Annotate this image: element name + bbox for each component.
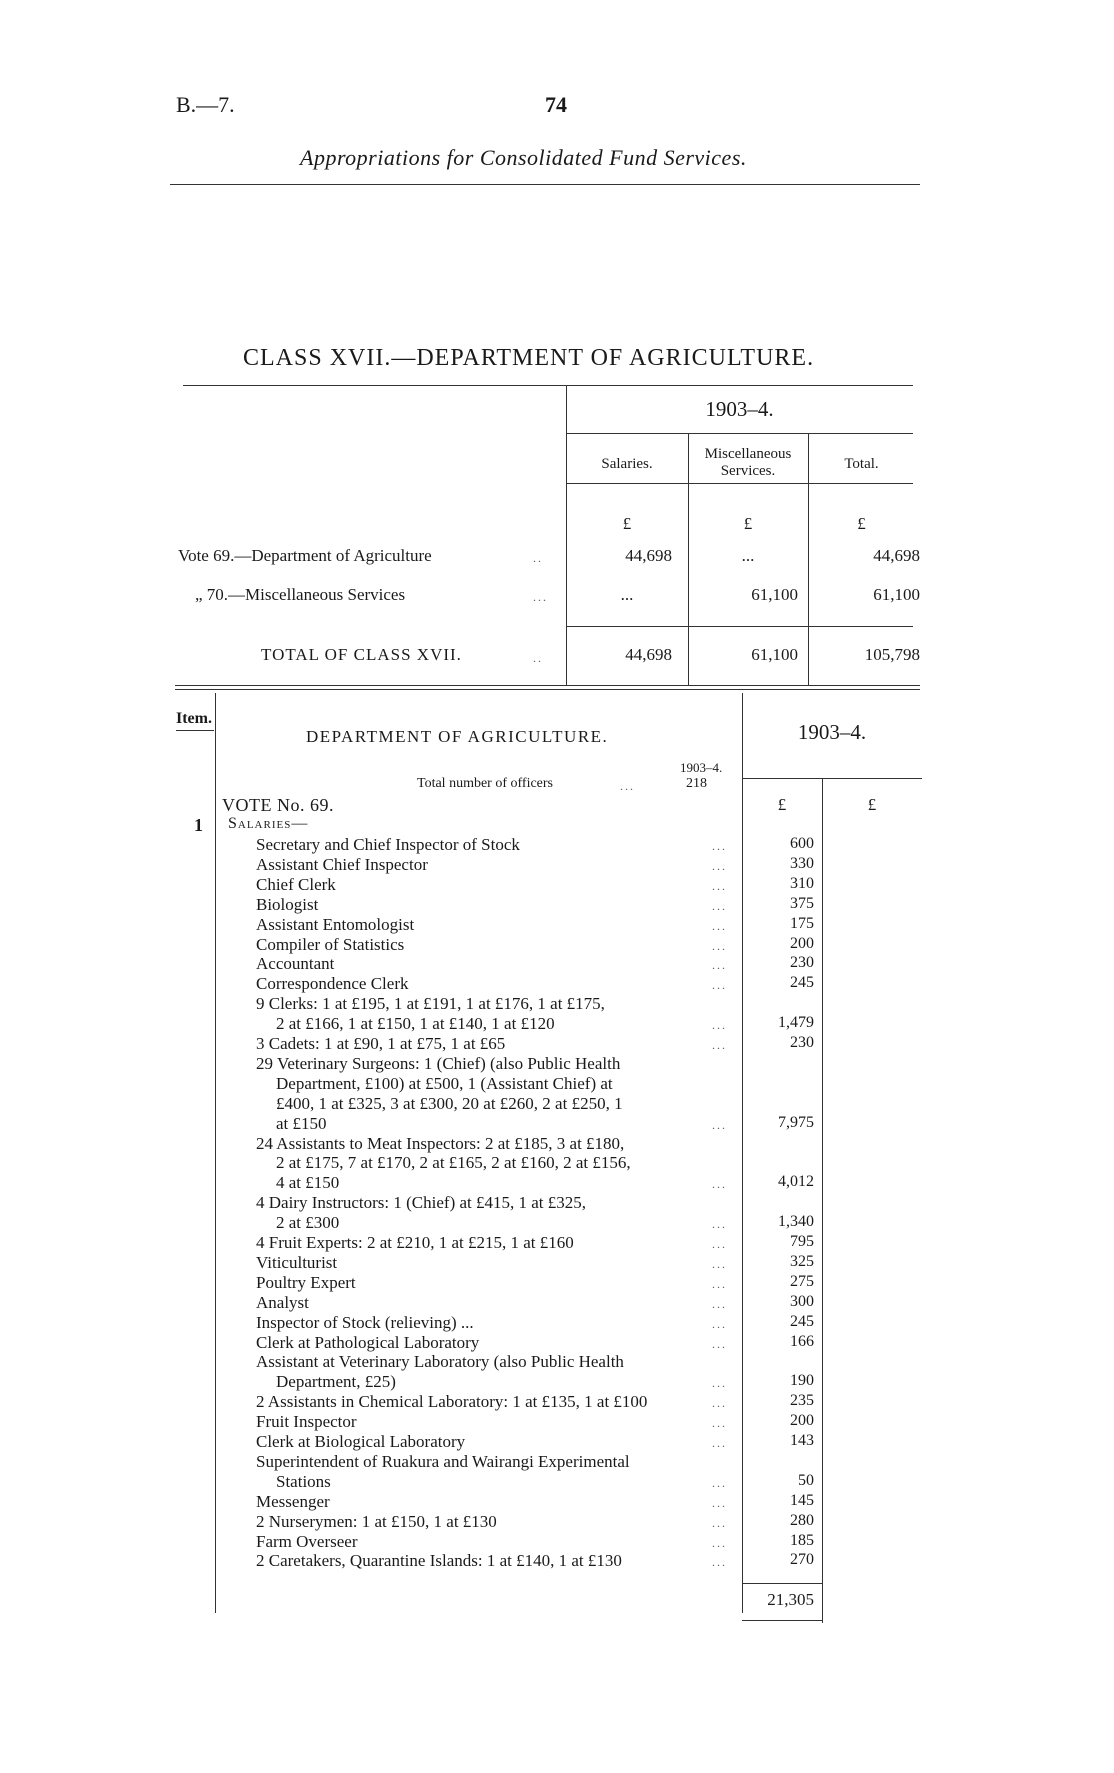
leader-dots: ... [712, 958, 727, 973]
leader-dots: ... [712, 1316, 727, 1331]
salary-entry-amount: 200 [790, 1412, 814, 1430]
detail-currency-1: £ [777, 795, 787, 814]
header-rule [170, 184, 920, 185]
salary-entry-text: Secretary and Chief Inspector of Stock [256, 835, 520, 854]
salary-entry-text: Viticulturist [256, 1252, 338, 1272]
leader-dots: ... [712, 1555, 727, 1570]
salary-entry-text: Correspondence Clerk [256, 974, 409, 994]
salary-entry-amount: 143 [790, 1432, 814, 1449]
salary-entry-amount: 600 [790, 835, 814, 852]
running-title: Appropriations for Consolidated Fund Services. [300, 145, 747, 170]
leader-dots: ... [712, 1038, 727, 1052]
dept-title: DEPARTMENT OF AGRICULTURE. [306, 727, 609, 746]
salary-entry-text: 4 at £150 [276, 1173, 340, 1193]
salary-entry-amount: 275 [790, 1272, 814, 1290]
salary-entry-text: 3 Cadets: 1 at £90, 1 at £75, 1 at £65 [256, 1034, 506, 1053]
salary-entry-amount: 190 [790, 1372, 814, 1390]
salary-entry-amount: 235 [790, 1392, 814, 1410]
salaries-heading: Salaries— [228, 815, 309, 832]
salary-entry-amount: 185 [790, 1531, 814, 1549]
summary-total-rule [566, 626, 913, 627]
salary-entry-amount: 270 [790, 1551, 814, 1569]
salary-entry-text: Inspector of Stock (relieving) ... [256, 1312, 474, 1332]
salary-entry-amount: 795 [790, 1233, 814, 1250]
subtotal-bottom-rule [742, 1620, 822, 1621]
leader-dots: ... [712, 1276, 727, 1291]
col-salaries-header: Salaries. [601, 456, 653, 472]
detail-header-rule [742, 778, 922, 779]
leader-dots: ... [712, 839, 727, 853]
summary-top-rule [183, 385, 913, 386]
leader-dots: ... [712, 1416, 727, 1431]
leader-dots: ... [533, 590, 548, 604]
leader-dots: ... [712, 938, 727, 953]
summary-row-label: Vote 69.—Department of Agriculture [178, 546, 432, 565]
salary-entry-amount: 330 [790, 854, 814, 872]
summary-year-rule [566, 433, 913, 434]
leader-dots: ... [712, 1475, 727, 1490]
salary-entry-amount: 230 [790, 954, 814, 972]
leader-dots: .. [533, 651, 543, 665]
salary-entry-text: 2 at £300 [276, 1213, 340, 1233]
leader-dots: ... [620, 779, 635, 793]
salary-entry-text: 2 Caretakers, Quarantine Islands: 1 at £140, 1 at £130 [256, 1551, 622, 1571]
leader-dots: ... [712, 1217, 727, 1232]
salary-entry-amount: 245 [790, 974, 814, 992]
salary-entry-text: Assistant Entomologist [256, 914, 415, 934]
salary-entry-text: Superintendent of Ruakura and Wairangi Experimental [256, 1451, 630, 1471]
detail-currency-2: £ [867, 795, 877, 814]
summary-row-misc: 61,100 [751, 585, 798, 604]
summary-divider [566, 385, 567, 685]
leader-dots: .. [533, 551, 543, 565]
summary-row-total: 44,698 [873, 546, 920, 565]
salary-entry-amount: 300 [790, 1292, 814, 1310]
item-column-rule [215, 693, 216, 1613]
leader-dots: ... [712, 1396, 727, 1411]
salary-entry-amount: 325 [790, 1252, 814, 1270]
salary-entry-text: Department, £25) [276, 1372, 396, 1392]
leader-dots: ... [712, 1177, 727, 1192]
salary-entry-text: Chief Clerk [256, 874, 336, 894]
leader-dots: ... [712, 1018, 727, 1033]
summary-total-total: 105,798 [864, 645, 920, 664]
page-number: 74 [545, 92, 567, 117]
salary-entry-amount: 230 [790, 1034, 814, 1051]
salary-entry-text: 2 at £166, 1 at £150, 1 at £140, 1 at £120 [276, 1014, 555, 1034]
summary-year: 1903–4. [705, 397, 774, 421]
salary-entry-text: Department, £100) at £500, 1 (Assistant Chief) at [276, 1073, 613, 1093]
leader-dots: ... [712, 1296, 727, 1311]
leader-dots: ... [712, 898, 727, 913]
summary-row-salaries: ... [620, 585, 634, 604]
col-total-header: Total. [844, 456, 879, 472]
leader-dots: ... [712, 1535, 727, 1550]
leader-dots: ... [712, 1495, 727, 1510]
summary-total-salaries: 44,698 [625, 645, 672, 664]
salary-entry-text: Analyst [256, 1292, 309, 1312]
leader-dots: ... [712, 878, 727, 893]
leader-dots: ... [712, 1376, 727, 1391]
summary-row-total: 61,100 [873, 585, 920, 604]
salary-entry-amount: 145 [790, 1491, 814, 1509]
subtotal-amount: 21,305 [767, 1590, 814, 1609]
currency-total: £ [857, 514, 866, 533]
salary-entry-amount: 200 [790, 934, 814, 952]
salary-entry-amount: 7,975 [778, 1113, 814, 1131]
salary-entry-text: 4 Fruit Experts: 2 at £210, 1 at £215, 1 at £160 [256, 1233, 574, 1252]
salary-entry-amount: 166 [790, 1332, 814, 1350]
document-reference: B.—7. [176, 92, 235, 117]
salary-entry-text: Biologist [256, 894, 319, 914]
summary-total-misc: 61,100 [751, 645, 798, 664]
salary-entry-amount: 1,479 [778, 1014, 814, 1032]
salary-entry-text: Fruit Inspector [256, 1412, 357, 1432]
summary-row-label: „ 70.—Miscellaneous Services [195, 585, 406, 604]
leader-dots: ... [712, 1237, 727, 1251]
summary-col-rule-1 [688, 433, 689, 685]
salary-entry-text: 2 Assistants in Chemical Laboratory: 1 at £135, 1 at £100 [256, 1392, 648, 1412]
salary-entry-text: Accountant [256, 954, 335, 974]
salary-entry-amount: 310 [790, 874, 814, 892]
summary-bottom-rule-2 [175, 689, 920, 690]
salary-entry-text: £400, 1 at £325, 3 at £300, 20 at £260, 2 at £250, 1 [276, 1093, 623, 1113]
summary-col-rule-2 [808, 433, 809, 685]
salary-entry-text: Assistant at Veterinary Laboratory (also Public Health [256, 1352, 624, 1372]
leader-dots: ... [712, 1336, 727, 1351]
salary-entry-text: Clerk at Biological Laboratory [256, 1432, 466, 1451]
leader-dots: ... [712, 918, 727, 933]
salary-entry-amount: 4,012 [778, 1173, 814, 1191]
salary-entry-text: Compiler of Statistics [256, 934, 405, 954]
salary-entry-text: 4 Dairy Instructors: 1 (Chief) at £415, 1 at £325, [256, 1193, 587, 1213]
salary-entry-text: 29 Veterinary Surgeons: 1 (Chief) (also Public Health [256, 1053, 621, 1073]
salary-entry-text: Clerk at Pathological Laboratory [256, 1332, 480, 1352]
summary-total-label: TOTAL OF CLASS XVII. [261, 645, 462, 664]
subtotal-rule [742, 1583, 822, 1584]
salary-entry-amount: 1,340 [778, 1213, 814, 1231]
leader-dots: ... [712, 1117, 727, 1132]
salary-entry-text: 9 Clerks: 1 at £195, 1 at £191, 1 at £176, 1 at £175, [256, 994, 605, 1014]
summary-row-misc: ... [741, 546, 755, 565]
detail-year: 1903–4. [797, 720, 867, 744]
col-misc-header: Miscellaneous Services. [704, 446, 792, 479]
summary-row-salaries: 44,698 [625, 546, 672, 565]
salary-entry-text: Assistant Chief Inspector [256, 854, 428, 874]
salary-entry-text: Messenger [256, 1491, 330, 1511]
vote-label: VOTE No. 69. [222, 795, 334, 815]
leader-dots: ... [712, 1256, 727, 1271]
currency-salaries: £ [622, 514, 632, 533]
currency-misc: £ [743, 514, 753, 533]
item-header: Item. [176, 710, 212, 727]
salary-entry-text: Poultry Expert [256, 1272, 356, 1292]
salary-entry-amount: 50 [798, 1471, 814, 1489]
salary-entry-amount: 245 [790, 1312, 814, 1330]
salary-entry-text: 2 Nurserymen: 1 at £150, 1 at £130 [256, 1511, 497, 1531]
officers-label: Total number of officers [417, 776, 553, 791]
leader-dots: ... [712, 1515, 727, 1530]
salary-entry-text: 24 Assistants to Meat Inspectors: 2 at £185, 3 at £180, [256, 1133, 625, 1153]
salary-entry-text: 2 at £175, 7 at £170, 2 at £165, 2 at £160, 2 at £156, [276, 1153, 631, 1173]
salary-entry-text: Stations [276, 1471, 331, 1491]
amount-column-rule [822, 778, 823, 1623]
leader-dots: ... [712, 1436, 727, 1450]
salary-entry-text: Farm Overseer [256, 1531, 358, 1551]
leader-dots: ... [712, 858, 727, 873]
officers-year: 1903–4. [680, 760, 723, 775]
class-title: CLASS XVII.—DEPARTMENT OF AGRICULTURE. [243, 345, 815, 371]
leader-dots: ... [712, 978, 727, 993]
salary-entry-amount: 280 [790, 1511, 814, 1529]
item-number: 1 [194, 815, 203, 835]
salary-entry-amount: 375 [790, 894, 814, 912]
summary-bottom-rule [175, 685, 920, 686]
summary-header-rule [566, 483, 913, 484]
salary-entry-text: at £150 [276, 1113, 327, 1133]
salary-entry-amount: 175 [790, 914, 814, 932]
officers-count: 218 [686, 776, 707, 791]
item-header-rule [176, 730, 214, 731]
